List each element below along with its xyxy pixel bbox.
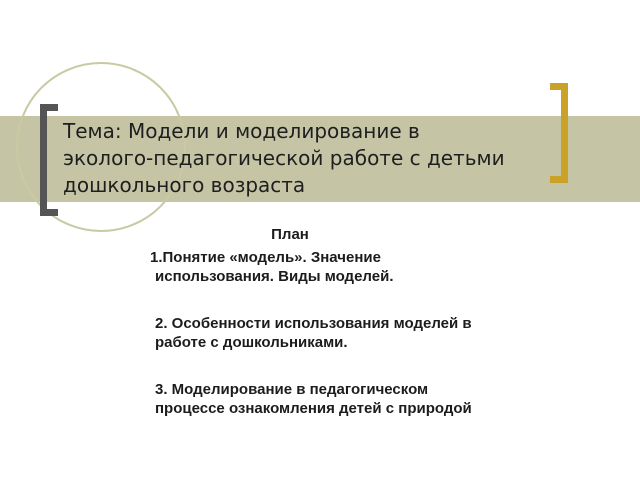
slide-title (63, 118, 563, 199)
plan-section (150, 225, 555, 446)
plan-item-line: работе с дошкольниками. (155, 334, 348, 351)
plan-item-line: использования. Виды моделей. (155, 268, 394, 285)
plan-item (155, 380, 555, 418)
title-line: эколого-педагогической работе с детьми (63, 146, 505, 170)
title-line: дошкольного возраста (63, 173, 306, 197)
plan-item-line: 1.Понятие «модель». Значение (150, 249, 381, 266)
plan-item-line: 3. Моделирование в педагогическом (155, 381, 429, 398)
plan-heading: План (271, 226, 309, 243)
plan-item-line: 2. Особенности использования моделей в (155, 315, 472, 332)
plan-item-line: процессе ознакомления детей с природой (155, 400, 472, 417)
title-line: Тема: Модели и моделирование в (63, 119, 420, 143)
plan-item (155, 314, 555, 352)
plan-item (150, 248, 555, 286)
left-bracket-decoration (40, 104, 58, 216)
